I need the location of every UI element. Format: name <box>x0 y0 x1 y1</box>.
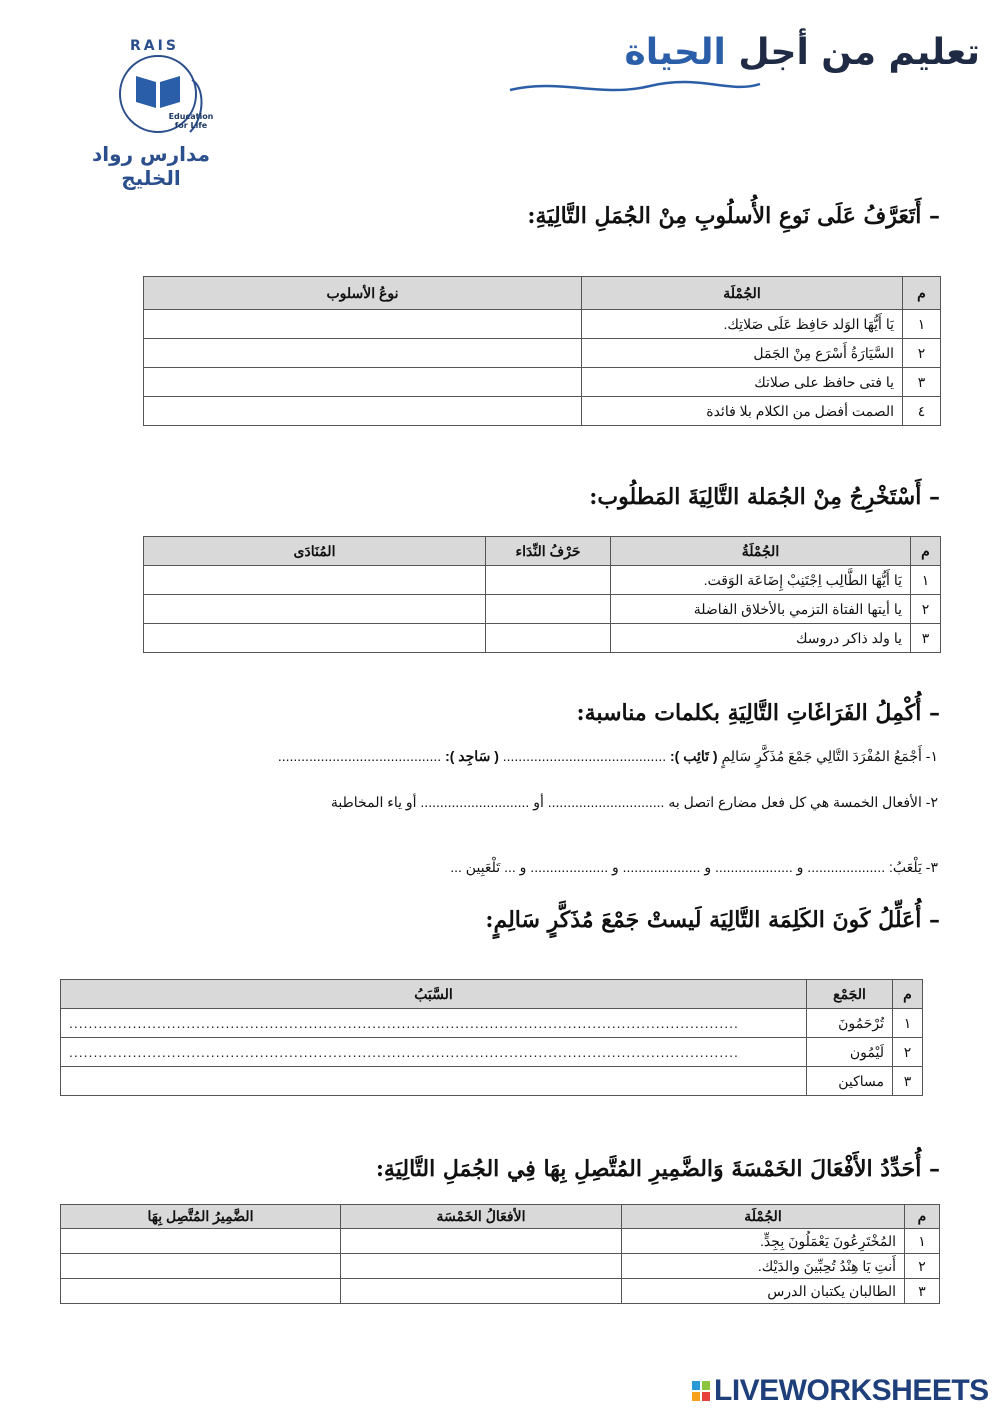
table-header-row <box>61 980 923 1009</box>
answer-cell[interactable] <box>341 1229 622 1254</box>
fill-line-2[interactable]: ٢- الأفعال الخمسة هي كل فعل مضارع اتصل به .............................. أو ............................ أو ياء المخاطبة <box>330 794 938 810</box>
row-sentence: السَّيَارَةُ أَسْرَع مِنْ الجَمَل <box>582 339 903 368</box>
fill-word-taib: ( تَائِب ): <box>670 748 718 764</box>
header-pronoun: الضَّمِيرُ المُتَّصِل بِهَا <box>61 1205 341 1229</box>
answer-cell[interactable] <box>61 1229 341 1254</box>
header-plural: الجَمْع <box>807 980 893 1009</box>
row-number: ٢ <box>893 1038 923 1067</box>
fill-line-1-prompt: ١- أَجْمَعُ المُفْرَدَ التَّالِي جَمْعَ مُذَكَّرٍ سَالِمٍ <box>721 748 938 764</box>
header-sentence: الجُمْلَة <box>582 277 903 310</box>
row-word: لَيْمُون <box>807 1038 893 1067</box>
section2-title: – أَسْتَخْرِجُ مِنْ الجُمَلة التَّالِيَةَ المَطلُوب: <box>589 484 940 510</box>
logo-arabic-name: مدارس رواد الخليج <box>92 142 210 190</box>
answer-cell[interactable] <box>61 1254 341 1279</box>
header-reason: السَّبَبُ <box>61 980 807 1009</box>
row-sentence: يَا أَيُّهَا الوَلد حَافِظ عَلَى صَلاتِك. <box>582 310 903 339</box>
header-number: م <box>911 537 941 566</box>
row-number: ٣ <box>893 1067 923 1096</box>
answer-cell[interactable] <box>144 368 582 397</box>
answer-cell[interactable] <box>144 624 486 653</box>
table-row <box>144 339 941 368</box>
answer-cell[interactable] <box>341 1254 622 1279</box>
liveworksheets-text: LIVEWORKSHEETS <box>714 1374 989 1407</box>
table-row <box>144 566 941 595</box>
row-number: ٢ <box>911 595 941 624</box>
table-row <box>61 1009 923 1038</box>
logo-en-line1: Education <box>168 112 214 121</box>
fill-blank[interactable]: .......................................... <box>277 748 442 764</box>
answer-cell[interactable] <box>486 624 611 653</box>
row-sentence: الصمت أفضل من الكلام بلا فائدة <box>582 397 903 426</box>
answer-cell[interactable] <box>341 1279 622 1304</box>
answer-cell[interactable] <box>144 397 582 426</box>
header-vocative: المُنَادَى <box>144 537 486 566</box>
section1-title: – أَتَعَرَّفُ عَلَى نَوعِ الأُسلُوبِ مِنْ الجُمَلِ التَّالِيَةِ: <box>527 203 940 229</box>
answer-cell[interactable] <box>61 1279 341 1304</box>
row-sentence: يا أيتها الفتاة التزمي بالأخلاق الفاضلة <box>611 595 911 624</box>
row-sentence: الطالبان يكتبان الدرس <box>622 1279 905 1304</box>
row-number: ١ <box>905 1229 940 1254</box>
answer-cell[interactable] <box>144 566 486 595</box>
slogan-wave-icon <box>500 76 980 100</box>
header-number: م <box>905 1205 940 1229</box>
fill-blank[interactable]: .......................................... <box>502 748 667 764</box>
header-sentence: الجُمْلَة <box>622 1205 905 1229</box>
header-number: م <box>893 980 923 1009</box>
reason-cell[interactable] <box>61 1067 807 1096</box>
table-header-row <box>144 537 941 566</box>
logo-en-line2: for Life <box>174 121 208 130</box>
table-header-row <box>144 277 941 310</box>
row-sentence: يا فتى حافظ على صلاتك <box>582 368 903 397</box>
row-word: مساكين <box>807 1067 893 1096</box>
row-word: تُرْحَمُونَ <box>807 1009 893 1038</box>
header-five-verbs: الأفعَالُ الخَمْسَة <box>341 1205 622 1229</box>
fill-word-sajid: ( سَاجِد ): <box>445 748 499 764</box>
liveworksheets-logo-icon <box>692 1381 710 1401</box>
row-number: ٣ <box>911 624 941 653</box>
row-number: ٤ <box>903 397 941 426</box>
row-number: ٢ <box>903 339 941 368</box>
slogan-part2: الحياة <box>624 32 726 73</box>
table-row <box>61 1229 940 1254</box>
header-number: م <box>903 277 941 310</box>
table-header-row <box>61 1205 940 1229</box>
fill-line-3[interactable]: ٣- يَلْعَبُ: .................... و .................... و .................... و .................... و ... تَلْعَبِين ... <box>450 859 938 875</box>
row-number: ١ <box>903 310 941 339</box>
answer-cell[interactable] <box>144 310 582 339</box>
row-sentence: يا ولد ذاكر دروسك <box>611 624 911 653</box>
logo-english <box>160 112 222 130</box>
reason-cell[interactable]: ......................................................................................................................................... <box>61 1009 807 1038</box>
row-sentence: المُخْتَرِعُونَ يَعْمَلُونَ بِجِدٍّ. <box>622 1229 905 1254</box>
section3-title: – أُكْمِلُ الفَرَاغَاتِ التَّالِيَةِ بكلمات مناسبة: <box>576 700 940 726</box>
table-row <box>144 310 941 339</box>
school-logo <box>60 38 260 190</box>
row-number: ٣ <box>903 368 941 397</box>
row-number: ١ <box>893 1009 923 1038</box>
fill-line-1 <box>278 748 938 765</box>
answer-cell[interactable] <box>486 566 611 595</box>
table-row <box>61 1067 923 1096</box>
header-sentence: الجُمْلَةُ <box>611 537 911 566</box>
section5-title: – أُحَدِّدُ الأَفْعَالَ الخَمْسَةَ وَالضَّمِيرِ المُتَّصِلِ بِهَا فِي الجُمَلِ التَّالِيَةِ: <box>375 1156 940 1182</box>
row-sentence: يَا أَيُّهَا الطَّالِب اِجْتَنِبْ إِضَاعَة الوَقت. <box>611 566 911 595</box>
reason-cell[interactable]: ......................................................................................................................................... <box>61 1038 807 1067</box>
header-style-type: نوعُ الأسلوب <box>144 277 582 310</box>
table-row <box>144 624 941 653</box>
header-vocative-particle: حَرْفُ النِّدَاء <box>486 537 611 566</box>
section4-title: – أُعَلِّلُ كَونَ الكَلِمَة التَّالِيَة لَيستْ جَمْعَ مُذَكَّرٍ سَالِمٍ: <box>485 907 940 933</box>
logo-rais-text: RAIS <box>130 38 179 54</box>
slogan <box>500 30 980 100</box>
table-row <box>61 1279 940 1304</box>
table-row <box>144 397 941 426</box>
row-number: ١ <box>911 566 941 595</box>
slogan-text <box>625 32 980 73</box>
table-row <box>61 1038 923 1067</box>
slogan-part1: تعليم من أجل <box>738 32 980 73</box>
open-book-icon <box>118 46 258 146</box>
row-sentence: أَنتِ يَا هِنْدُ تُحِبِّينَ والدَيْك. <box>622 1254 905 1279</box>
table-row <box>144 368 941 397</box>
row-number: ٣ <box>905 1279 940 1304</box>
section2-table <box>143 536 941 653</box>
section1-table <box>143 276 941 426</box>
answer-cell[interactable] <box>144 595 486 624</box>
answer-cell[interactable] <box>486 595 611 624</box>
answer-cell[interactable] <box>144 339 582 368</box>
row-number: ٢ <box>905 1254 940 1279</box>
section5-table <box>60 1204 940 1304</box>
liveworksheets-brand <box>692 1374 992 1408</box>
table-row <box>61 1254 940 1279</box>
section4-table <box>60 979 923 1096</box>
table-row <box>144 595 941 624</box>
